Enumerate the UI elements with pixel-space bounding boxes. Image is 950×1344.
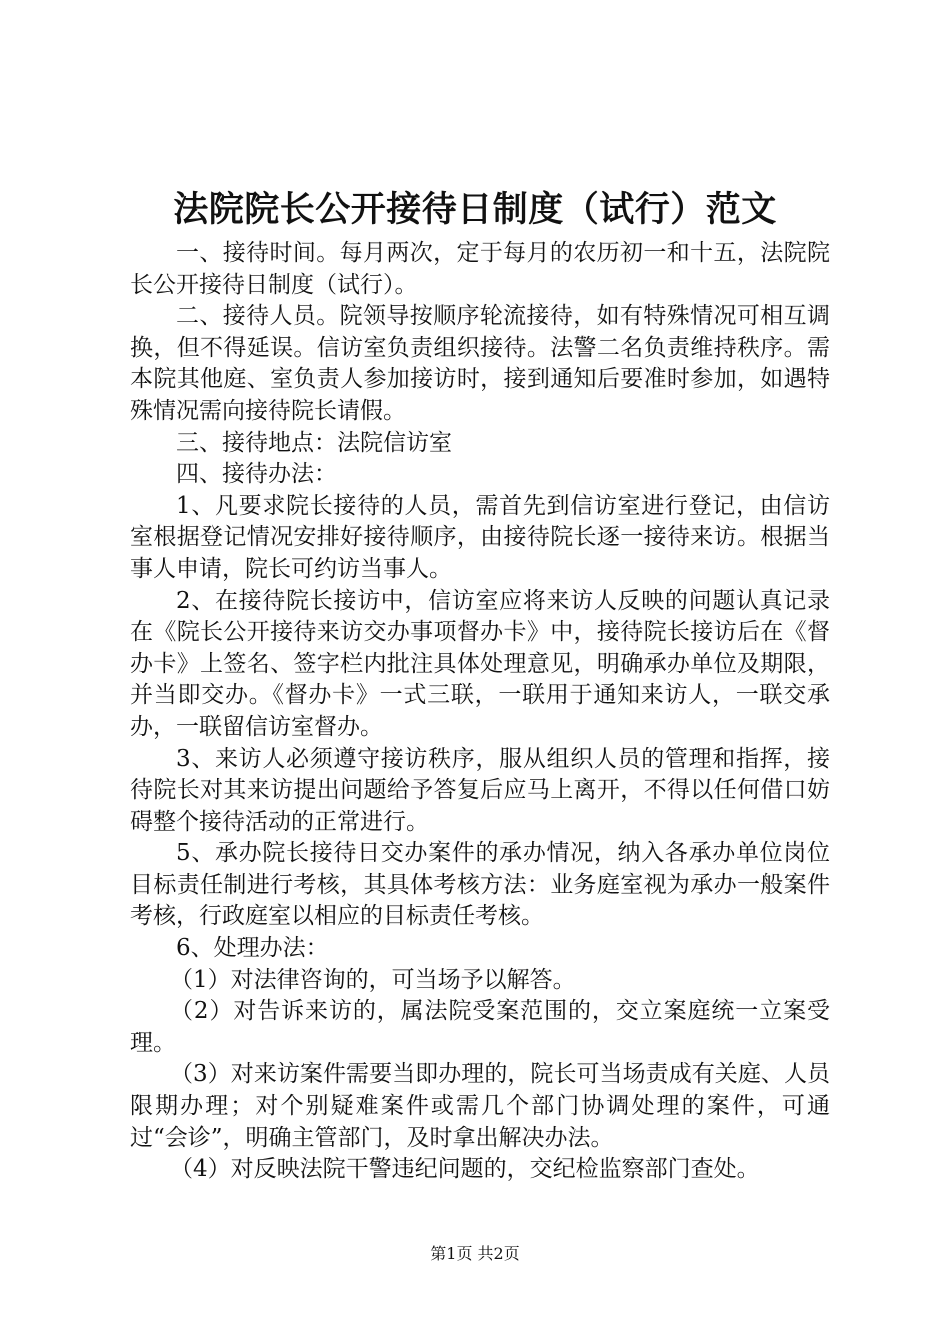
paragraph-method-3: 3、来访人必须遵守接访秩序，服从组织人员的管理和指挥，接待院长对其来访提出问题给予答复后应马上离开，不得以任何借口妨碍整个接待活动的正常进行。 [130, 745, 830, 835]
paragraph-reception-staff: 二、接待人员。院领导按顺序轮流接待，如有特殊情况可相互调换，但不得延误。信访室负责组织接待。法警二名负责维持秩序。需本院其他庭、室负责人参加接访时，接到通知后要准时参加，如遇特殊情况需向接待院长请假。 [130, 303, 830, 424]
document-title: 法院院长公开接待日制度（试行）范文 [173, 189, 777, 230]
paragraph-method-6: 6、处理办法： [176, 935, 329, 962]
paragraph-handling-2: （2）对告诉来访的，属法院受案范围的，交立案庭统一立案受理。 [130, 998, 830, 1056]
paragraph-handling-1: （1）对法律咨询的，可当场予以解答。 [170, 966, 576, 993]
paragraph-method-2: 2、在接待院长接访中，信访室应将来访人反映的问题认真记录在《院长公开接待来访交办事项督办卡》中，接待院长接访后在《督办卡》上签名、签字栏内批注具体处理意见，明确承办单位及期限，并当即交办。《督办卡》一式三联，一联用于通知来访人，一联交承办，一联留信访室督办。 [130, 587, 830, 740]
paragraph-method-5: 5、承办院长接待日交办案件的承办情况，纳入各承办单位岗位目标责任制进行考核，其具体考核方法：业务庭室视为承办一般案件考核，行政庭室以相应的目标责任考核。 [130, 840, 830, 930]
paragraph-handling-3: （3）对来访案件需要当即办理的，院长可当场责成有关庭、人员限期办理；对个别疑难案件或需几个部门协调处理的案件，可通过“会诊”，明确主管部门，及时拿出解决办法。 [130, 1061, 830, 1151]
document-body [130, 238, 830, 1186]
paragraph-reception-location: 三、接待地点：法院信访室 [176, 429, 452, 456]
paragraph-reception-methods: 四、接待办法： [176, 461, 337, 488]
paragraph-reception-time: 一、接待时间。每月两次，定于每月的农历初一和十五，法院院长公开接待日制度（试行）。 [130, 240, 830, 298]
page-number-footer: 第1页 共2页 [430, 1244, 520, 1263]
paragraph-method-1: 1、凡要求院长接待的人员，需首先到信访室进行登记，由信访室根据登记情况安排好接待顺序，由接待院长逐一接待来访。根据当事人申请，院长可约访当事人。 [130, 492, 830, 582]
paragraph-handling-4: （4）对反映法院干警违纪问题的，交纪检监察部门查处。 [170, 1156, 760, 1183]
